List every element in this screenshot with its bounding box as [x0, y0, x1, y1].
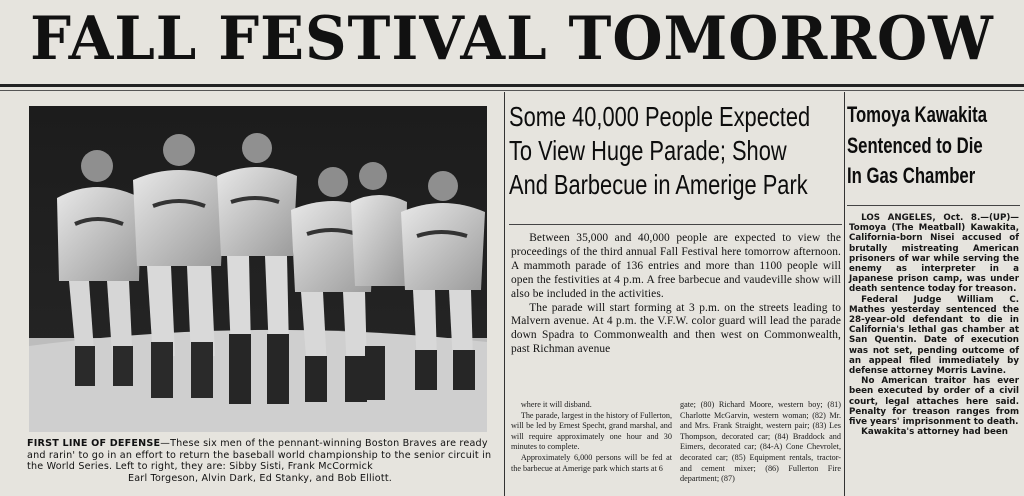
- headline-rule-thin: [0, 90, 1024, 91]
- kawakita-story: [847, 100, 1020, 496]
- story-paragraph: gate; (80) Richard Moore, western boy; (81) Charlotte McGarvin, western woman; (82) Mr. and Mrs. Frank Straight, western pair; (83) Les Thompson, decorated car; (84) Braddock and Eimers, decorated car; (84-A) Cone Chevrolet, decorated car; (85) Equipment rentals, tractor-and cement mixer; (86) Fullerton Fire department; (87): [680, 400, 841, 484]
- parade-headline-line: To View Huge Parade; Show: [509, 135, 787, 166]
- kawakita-story-body: [849, 213, 1019, 437]
- headline-divider: [509, 224, 842, 225]
- caption-lead: FIRST LINE OF DEFENSE: [27, 438, 161, 449]
- story-paragraph: Approximately 6,000 persons will be fed at the barbecue at Amerige park which starts at 6: [511, 452, 672, 473]
- kawakita-headline-line: In Gas Chamber: [847, 163, 976, 188]
- baseball-players-photo-icon: [29, 106, 487, 432]
- story-paragraph: The parade, largest in the history of Fullerton, will be led by Ernest Specht, grand marshal, and will require approximately one hour and 30 minutes to complete.: [511, 410, 672, 452]
- headline-rule: [0, 84, 1024, 87]
- parade-story-headline: [509, 100, 842, 202]
- players-photo-drawing: [29, 106, 487, 432]
- kawakita-story-headline: [847, 100, 1020, 192]
- photo-column: [22, 100, 498, 496]
- story-paragraph: Federal Judge William C. Mathes yesterday sentenced the 28-year-old defendant to die in California's lethal gas chamber at San Quentin. Date of execution was not set, pending outcome of an appeal filed immediately by defense attorney Morris Lavine.: [849, 294, 1019, 377]
- caption-names: Earl Torgeson, Alvin Dark, Ed Stanky, and Bob Elliott.: [127, 472, 393, 484]
- parade-story-subcolumns: [511, 400, 841, 485]
- kawakita-headline-line: Tomoya Kawakita: [847, 102, 988, 127]
- subcolumn-left: [511, 400, 672, 485]
- column-divider: [504, 92, 505, 496]
- headline: FALL FESTIVAL TOMORROW: [30, 4, 994, 74]
- kawakita-headline-line: Sentenced to Die: [847, 132, 983, 158]
- story-paragraph: The parade will start forming at 3 p.m. on the streets leading to Malvern avenue. At 4 p.m. the V.F.W. color guard will lead the parade down Spadra to Commonwealth and then west on Commonwealth, past Richman avenue: [511, 301, 841, 356]
- subcolumn-right: [680, 400, 841, 485]
- parade-story: [509, 100, 842, 496]
- story-paragraph: where it will disband.: [520, 400, 592, 409]
- column-divider: [844, 92, 845, 496]
- headline-divider: [847, 205, 1020, 206]
- story-paragraph: Kawakita's attorney had been: [861, 427, 1008, 438]
- story-paragraph: No American traitor has ever been executed by order of a civil court, legal attaches here said. Penalty for treason ranges from five years' imprisonment to death.: [849, 376, 1019, 428]
- story-paragraph: Between 35,000 and 40,000 people are expected to view the proceedings of the third annual Fall Festival here tomorrow afternoon. A mammoth parade of 136 entries and more than 1100 people will open the festivities at 4 p.m. A free barbecue and vaudeville show will also be included in the activities.: [511, 232, 841, 300]
- caption-body: —These six men of the pennant-winning Boston Braves are ready and rarin' to go in an effort to return the baseball world championship to the senior circuit in the World Series. Left to right, they are: Sibby Sisti, Frank McCormick: [27, 438, 492, 472]
- parade-story-body: [511, 232, 841, 357]
- photo-caption: [27, 438, 493, 484]
- parade-headline-line: And Barbecue in Amerige Park: [509, 169, 808, 200]
- parade-headline-line: Some 40,000 People Expected: [509, 101, 811, 132]
- story-paragraph: LOS ANGELES, Oct. 8.—(UP)—Tomoya (The Meatball) Kawakita, California-born Nisei accused of brutally mistreating American prisoners of war while serving the enemy as interpreter in a Japanese prison camp, was under death sentence today for treason.: [849, 213, 1019, 295]
